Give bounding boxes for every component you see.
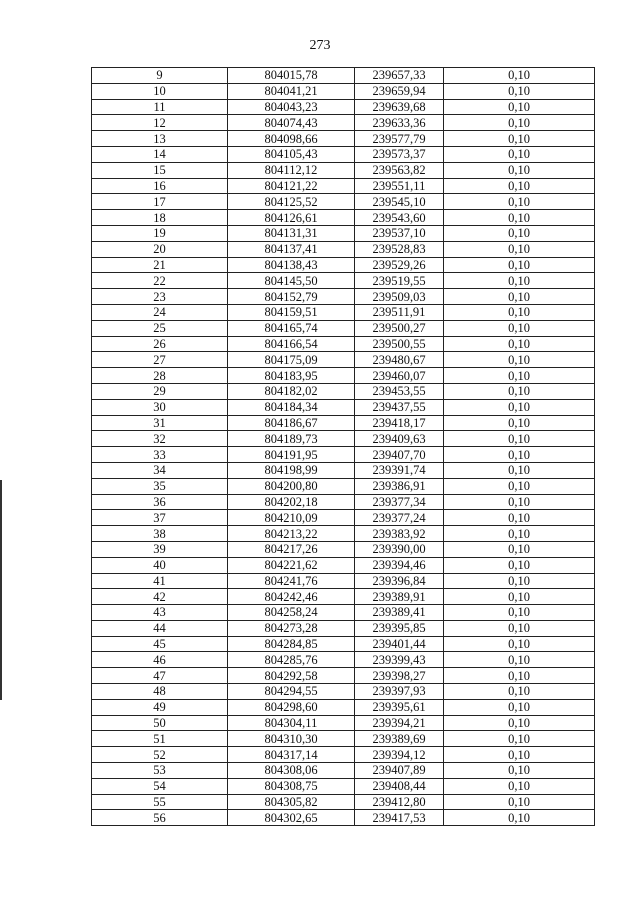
accuracy-cell: 0,10	[444, 462, 595, 478]
accuracy-cell: 0,10	[444, 526, 595, 542]
table-row	[92, 462, 595, 478]
y-coordinate-cell: 239577,79	[355, 131, 444, 147]
accuracy-cell: 0,10	[444, 778, 595, 794]
y-coordinate-cell: 239453,55	[355, 383, 444, 399]
table-row	[92, 415, 595, 431]
accuracy-cell: 0,10	[444, 131, 595, 147]
table-row	[92, 383, 595, 399]
x-coordinate-cell: 804105,43	[228, 146, 355, 162]
x-coordinate-cell: 804305,82	[228, 794, 355, 810]
y-coordinate-cell: 239545,10	[355, 194, 444, 210]
point-number-cell: 53	[92, 763, 228, 779]
point-number-cell: 16	[92, 178, 228, 194]
table-row	[92, 289, 595, 305]
x-coordinate-cell: 804098,66	[228, 131, 355, 147]
point-number-cell: 23	[92, 289, 228, 305]
x-coordinate-cell: 804184,34	[228, 399, 355, 415]
point-number-cell: 39	[92, 541, 228, 557]
accuracy-cell: 0,10	[444, 162, 595, 178]
table-row	[92, 399, 595, 415]
y-coordinate-cell: 239390,00	[355, 541, 444, 557]
table-row	[92, 731, 595, 747]
table-row	[92, 573, 595, 589]
y-coordinate-cell: 239389,41	[355, 605, 444, 621]
x-coordinate-cell: 804191,95	[228, 447, 355, 463]
table-row	[92, 778, 595, 794]
accuracy-cell: 0,10	[444, 763, 595, 779]
table-row	[92, 320, 595, 336]
x-coordinate-cell: 804241,76	[228, 573, 355, 589]
y-coordinate-cell: 239500,27	[355, 320, 444, 336]
point-number-cell: 25	[92, 320, 228, 336]
accuracy-cell: 0,10	[444, 747, 595, 763]
y-coordinate-cell: 239395,61	[355, 699, 444, 715]
table-row	[92, 620, 595, 636]
x-coordinate-cell: 804273,28	[228, 620, 355, 636]
table-row	[92, 699, 595, 715]
point-number-cell: 10	[92, 83, 228, 99]
page-number: 273	[309, 38, 331, 53]
point-number-cell: 12	[92, 115, 228, 131]
point-number-cell: 27	[92, 352, 228, 368]
accuracy-cell: 0,10	[444, 636, 595, 652]
table-row	[92, 747, 595, 763]
x-coordinate-cell: 804015,78	[228, 68, 355, 84]
accuracy-cell: 0,10	[444, 399, 595, 415]
table-row	[92, 146, 595, 162]
table-row	[92, 478, 595, 494]
point-number-cell: 46	[92, 652, 228, 668]
y-coordinate-cell: 239633,36	[355, 115, 444, 131]
x-coordinate-cell: 804043,23	[228, 99, 355, 115]
y-coordinate-cell: 239639,68	[355, 99, 444, 115]
y-coordinate-cell: 239409,63	[355, 431, 444, 447]
point-number-cell: 55	[92, 794, 228, 810]
y-coordinate-cell: 239389,91	[355, 589, 444, 605]
table-row	[92, 541, 595, 557]
point-number-cell: 35	[92, 478, 228, 494]
x-coordinate-cell: 804308,75	[228, 778, 355, 794]
table-row	[92, 510, 595, 526]
y-coordinate-cell: 239377,34	[355, 494, 444, 510]
y-coordinate-cell: 239657,33	[355, 68, 444, 84]
x-coordinate-cell: 804186,67	[228, 415, 355, 431]
table-row	[92, 225, 595, 241]
x-coordinate-cell: 804159,51	[228, 304, 355, 320]
point-number-cell: 14	[92, 146, 228, 162]
accuracy-cell: 0,10	[444, 241, 595, 257]
y-coordinate-cell: 239417,53	[355, 810, 444, 826]
accuracy-cell: 0,10	[444, 557, 595, 573]
x-coordinate-cell: 804285,76	[228, 652, 355, 668]
accuracy-cell: 0,10	[444, 83, 595, 99]
y-coordinate-cell: 239519,55	[355, 273, 444, 289]
y-coordinate-cell: 239407,89	[355, 763, 444, 779]
x-coordinate-cell: 804165,74	[228, 320, 355, 336]
point-number-cell: 50	[92, 715, 228, 731]
y-coordinate-cell: 239383,92	[355, 526, 444, 542]
point-number-cell: 15	[92, 162, 228, 178]
accuracy-cell: 0,10	[444, 715, 595, 731]
accuracy-cell: 0,10	[444, 431, 595, 447]
point-number-cell: 40	[92, 557, 228, 573]
y-coordinate-cell: 239659,94	[355, 83, 444, 99]
table-row	[92, 684, 595, 700]
accuracy-cell: 0,10	[444, 447, 595, 463]
table-row	[92, 194, 595, 210]
x-coordinate-cell: 804182,02	[228, 383, 355, 399]
y-coordinate-cell: 239551,11	[355, 178, 444, 194]
accuracy-cell: 0,10	[444, 273, 595, 289]
coordinates-table-body	[92, 68, 595, 826]
accuracy-cell: 0,10	[444, 699, 595, 715]
x-coordinate-cell: 804298,60	[228, 699, 355, 715]
point-number-cell: 30	[92, 399, 228, 415]
accuracy-cell: 0,10	[444, 115, 595, 131]
x-coordinate-cell: 804131,31	[228, 225, 355, 241]
y-coordinate-cell: 239412,80	[355, 794, 444, 810]
x-coordinate-cell: 804121,22	[228, 178, 355, 194]
point-number-cell: 28	[92, 368, 228, 384]
point-number-cell: 19	[92, 225, 228, 241]
x-coordinate-cell: 804112,12	[228, 162, 355, 178]
table-row	[92, 115, 595, 131]
x-coordinate-cell: 804284,85	[228, 636, 355, 652]
accuracy-cell: 0,10	[444, 668, 595, 684]
x-coordinate-cell: 804308,06	[228, 763, 355, 779]
table-row	[92, 447, 595, 463]
point-number-cell: 44	[92, 620, 228, 636]
x-coordinate-cell: 804126,61	[228, 210, 355, 226]
y-coordinate-cell: 239460,07	[355, 368, 444, 384]
accuracy-cell: 0,10	[444, 304, 595, 320]
accuracy-cell: 0,10	[444, 541, 595, 557]
x-coordinate-cell: 804189,73	[228, 431, 355, 447]
accuracy-cell: 0,10	[444, 494, 595, 510]
table-row	[92, 257, 595, 273]
y-coordinate-cell: 239386,91	[355, 478, 444, 494]
x-coordinate-cell: 804221,62	[228, 557, 355, 573]
y-coordinate-cell: 239394,46	[355, 557, 444, 573]
y-coordinate-cell: 239399,43	[355, 652, 444, 668]
table-row	[92, 810, 595, 826]
point-number-cell: 38	[92, 526, 228, 542]
accuracy-cell: 0,10	[444, 99, 595, 115]
point-number-cell: 33	[92, 447, 228, 463]
accuracy-cell: 0,10	[444, 210, 595, 226]
accuracy-cell: 0,10	[444, 478, 595, 494]
table-row	[92, 352, 595, 368]
x-coordinate-cell: 804145,50	[228, 273, 355, 289]
table-row	[92, 99, 595, 115]
x-coordinate-cell: 804242,46	[228, 589, 355, 605]
x-coordinate-cell: 804137,41	[228, 241, 355, 257]
y-coordinate-cell: 239537,10	[355, 225, 444, 241]
point-number-cell: 32	[92, 431, 228, 447]
table-row	[92, 131, 595, 147]
point-number-cell: 43	[92, 605, 228, 621]
x-coordinate-cell: 804041,21	[228, 83, 355, 99]
point-number-cell: 54	[92, 778, 228, 794]
table-row	[92, 68, 595, 84]
point-number-cell: 45	[92, 636, 228, 652]
accuracy-cell: 0,10	[444, 352, 595, 368]
point-number-cell: 11	[92, 99, 228, 115]
accuracy-cell: 0,10	[444, 68, 595, 84]
y-coordinate-cell: 239401,44	[355, 636, 444, 652]
x-coordinate-cell: 804166,54	[228, 336, 355, 352]
table-row	[92, 431, 595, 447]
accuracy-cell: 0,10	[444, 652, 595, 668]
accuracy-cell: 0,10	[444, 415, 595, 431]
y-coordinate-cell: 239396,84	[355, 573, 444, 589]
accuracy-cell: 0,10	[444, 257, 595, 273]
point-number-cell: 13	[92, 131, 228, 147]
point-number-cell: 9	[92, 68, 228, 84]
table-row	[92, 715, 595, 731]
accuracy-cell: 0,10	[444, 684, 595, 700]
point-number-cell: 47	[92, 668, 228, 684]
point-number-cell: 42	[92, 589, 228, 605]
y-coordinate-cell: 239394,21	[355, 715, 444, 731]
accuracy-cell: 0,10	[444, 510, 595, 526]
point-number-cell: 36	[92, 494, 228, 510]
table-row	[92, 83, 595, 99]
y-coordinate-cell: 239500,55	[355, 336, 444, 352]
y-coordinate-cell: 239408,44	[355, 778, 444, 794]
accuracy-cell: 0,10	[444, 383, 595, 399]
point-number-cell: 24	[92, 304, 228, 320]
x-coordinate-cell: 804292,58	[228, 668, 355, 684]
point-number-cell: 48	[92, 684, 228, 700]
table-row	[92, 605, 595, 621]
y-coordinate-cell: 239398,27	[355, 668, 444, 684]
table-row	[92, 589, 595, 605]
accuracy-cell: 0,10	[444, 605, 595, 621]
y-coordinate-cell: 239395,85	[355, 620, 444, 636]
coordinates-table	[91, 67, 595, 826]
table-row	[92, 652, 595, 668]
point-number-cell: 31	[92, 415, 228, 431]
table-row	[92, 273, 595, 289]
x-coordinate-cell: 804310,30	[228, 731, 355, 747]
y-coordinate-cell: 239397,93	[355, 684, 444, 700]
table-row	[92, 368, 595, 384]
table-row	[92, 526, 595, 542]
x-coordinate-cell: 804294,55	[228, 684, 355, 700]
table-row	[92, 178, 595, 194]
x-coordinate-cell: 804198,99	[228, 462, 355, 478]
point-number-cell: 20	[92, 241, 228, 257]
point-number-cell: 17	[92, 194, 228, 210]
y-coordinate-cell: 239543,60	[355, 210, 444, 226]
table-row	[92, 304, 595, 320]
table-row	[92, 668, 595, 684]
x-coordinate-cell: 804200,80	[228, 478, 355, 494]
x-coordinate-cell: 804213,22	[228, 526, 355, 542]
x-coordinate-cell: 804217,26	[228, 541, 355, 557]
y-coordinate-cell: 239391,74	[355, 462, 444, 478]
y-coordinate-cell: 239511,91	[355, 304, 444, 320]
scan-edge-mark	[0, 480, 2, 700]
point-number-cell: 34	[92, 462, 228, 478]
accuracy-cell: 0,10	[444, 368, 595, 384]
accuracy-cell: 0,10	[444, 794, 595, 810]
table-row	[92, 557, 595, 573]
point-number-cell: 29	[92, 383, 228, 399]
x-coordinate-cell: 804317,14	[228, 747, 355, 763]
y-coordinate-cell: 239389,69	[355, 731, 444, 747]
accuracy-cell: 0,10	[444, 620, 595, 636]
y-coordinate-cell: 239437,55	[355, 399, 444, 415]
point-number-cell: 37	[92, 510, 228, 526]
table-row	[92, 336, 595, 352]
x-coordinate-cell: 804152,79	[228, 289, 355, 305]
x-coordinate-cell: 804258,24	[228, 605, 355, 621]
y-coordinate-cell: 239480,67	[355, 352, 444, 368]
accuracy-cell: 0,10	[444, 573, 595, 589]
y-coordinate-cell: 239529,26	[355, 257, 444, 273]
accuracy-cell: 0,10	[444, 589, 595, 605]
y-coordinate-cell: 239394,12	[355, 747, 444, 763]
x-coordinate-cell: 804210,09	[228, 510, 355, 526]
accuracy-cell: 0,10	[444, 178, 595, 194]
table-row	[92, 241, 595, 257]
y-coordinate-cell: 239418,17	[355, 415, 444, 431]
point-number-cell: 56	[92, 810, 228, 826]
table-row	[92, 763, 595, 779]
y-coordinate-cell: 239509,03	[355, 289, 444, 305]
y-coordinate-cell: 239377,24	[355, 510, 444, 526]
x-coordinate-cell: 804125,52	[228, 194, 355, 210]
point-number-cell: 41	[92, 573, 228, 589]
y-coordinate-cell: 239407,70	[355, 447, 444, 463]
accuracy-cell: 0,10	[444, 289, 595, 305]
point-number-cell: 18	[92, 210, 228, 226]
x-coordinate-cell: 804175,09	[228, 352, 355, 368]
x-coordinate-cell: 804304,11	[228, 715, 355, 731]
accuracy-cell: 0,10	[444, 810, 595, 826]
point-number-cell: 21	[92, 257, 228, 273]
table-row	[92, 162, 595, 178]
x-coordinate-cell: 804183,95	[228, 368, 355, 384]
accuracy-cell: 0,10	[444, 194, 595, 210]
table-row	[92, 794, 595, 810]
point-number-cell: 51	[92, 731, 228, 747]
accuracy-cell: 0,10	[444, 146, 595, 162]
table-row	[92, 636, 595, 652]
accuracy-cell: 0,10	[444, 320, 595, 336]
point-number-cell: 52	[92, 747, 228, 763]
accuracy-cell: 0,10	[444, 731, 595, 747]
x-coordinate-cell: 804302,65	[228, 810, 355, 826]
accuracy-cell: 0,10	[444, 336, 595, 352]
x-coordinate-cell: 804202,18	[228, 494, 355, 510]
x-coordinate-cell: 804074,43	[228, 115, 355, 131]
accuracy-cell: 0,10	[444, 225, 595, 241]
point-number-cell: 26	[92, 336, 228, 352]
x-coordinate-cell: 804138,43	[228, 257, 355, 273]
point-number-cell: 22	[92, 273, 228, 289]
table-row	[92, 494, 595, 510]
point-number-cell: 49	[92, 699, 228, 715]
table-row	[92, 210, 595, 226]
y-coordinate-cell: 239528,83	[355, 241, 444, 257]
y-coordinate-cell: 239573,37	[355, 146, 444, 162]
y-coordinate-cell: 239563,82	[355, 162, 444, 178]
